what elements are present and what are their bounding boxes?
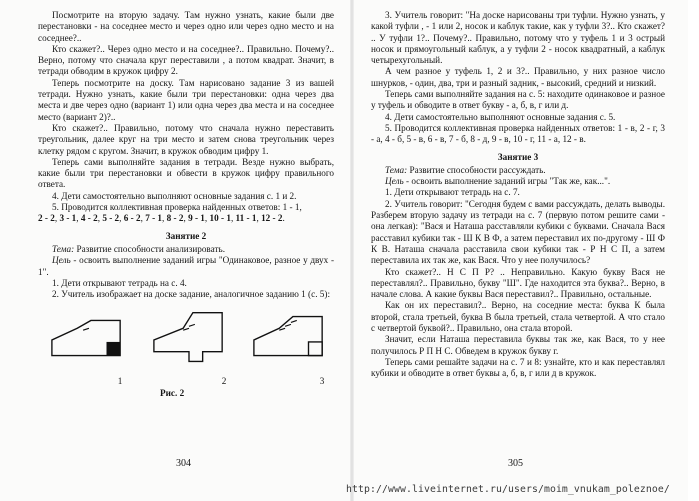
- right-margin-edge: [688, 0, 699, 501]
- shoe-number-2: 2: [221, 376, 227, 387]
- book-gutter: [350, 0, 354, 501]
- right-paragraph-3: Теперь сами выполняйте задания на с. 5: находите одинаковое и разное у туфель и обводите в ответ букву - а, б, в, г или д.: [371, 89, 665, 111]
- shoe-1-illustration: [48, 306, 126, 372]
- left-step-4: 4. Дети самостоятельно выполняют основные задания с. 1 и 2.: [52, 190, 297, 201]
- lesson-3-cel: Цель - освоить выполнение заданий игры "Так же, как...".: [385, 176, 611, 187]
- right-step-5: 5. Проводится коллективная проверка найденных ответов: 1 - в, 2 - г, 3 - а, 4 - б, 5 - в, 6 - в, 7 - б, 8 - д, 9 - в, 10 - г, 11 - а, 12 - в.: [371, 122, 665, 145]
- right-step-4: 4. Дети самостоятельно выполняют основные задания с. 5.: [385, 111, 616, 122]
- footer-url[interactable]: http://www.liveinternet.ru/users/moim_vnukam_poleznoe/: [346, 484, 670, 495]
- shoe-2-illustration: [150, 306, 228, 372]
- left-page-number: 304: [176, 458, 191, 469]
- left-paragraph-5: Теперь сами выполняйте задания в тетради. Везде нужно выбрать, какие были три перестановки и обвести в кружок цифру правильного ответа.: [38, 156, 334, 190]
- lesson-3-paragraph-4: Как он их переставил?.. Верно, на соседние места: буква К была второй, стала третьей, буква В была третьей, стала четвертой. А что стало с четвертой буквой?.. Правильно, она стала второй.: [371, 300, 665, 334]
- lesson-2-step-1: 1. Дети открывают тетрадь на с. 4.: [52, 277, 187, 288]
- right-page-number: 305: [508, 458, 523, 469]
- left-answers-line: 2 - 2, 3 - 1, 4 - 2, 5 - 2, 6 - 2, 7 - 1, 8 - 2, 9 - 1, 10 - 1, 11 - 1, 12 - 2.: [38, 213, 285, 224]
- right-page: [371, 10, 665, 380]
- left-step-5: 5. Проводится коллективная проверка найденных ответов: 1 - 1,: [52, 202, 302, 213]
- lesson-3-step-2: 2. Учитель говорит: "Сегодня будем с вами рассуждать, делать выводы. Разберем вторую задачу из тетради на с. 7 (первую потом решите сами - она легкая): "Вася и Наташа расставляли кубики с буквами. Сначала Вася расставил кубики так - Ш К В Ф, а затем переставил их по-другому - Ш Ф К В. Наташа сначала расставила свои кубики так - Р Н С П, а затем переставила их так же, как Вася. Что у нее получилось?: [371, 198, 665, 266]
- lesson-3-paragraph-5: Значит, если Наташа переставила буквы так же, как Вася, то у нее получилось Р П Н С. Обведем в кружок букву г.: [371, 334, 665, 356]
- lesson-2-step-2: 2. Учитель изображает на доске задание, аналогичное заданию 1 (с. 5):: [52, 289, 330, 300]
- left-paragraph-1: Посмотрите на вторую задачу. Там нужно узнать, какие были две перестановки - на соседнее место и через одно или через одно место и на соседнее?..: [38, 10, 334, 43]
- shoes-figure: [38, 306, 334, 406]
- figure-caption: Рис. 2: [160, 388, 185, 399]
- lesson-3-paragraph-6: Теперь сами решайте задачи на с. 7 и 8: узнайте, кто и как переставлял кубики и обводите в ответ буквы а, б, в, г или д в кружок.: [371, 356, 665, 379]
- left-paragraph-3: Теперь посмотрите на доску. Там нарисовано задание 3 из вашей тетради. Нужно узнать, какие были три перестановки: одна через два места и две через одно (вариант 1) или одна через два места и на соседнее место (вариант 2)?..: [38, 77, 334, 122]
- shoe-3-illustration: [250, 306, 328, 372]
- shoe-number-1: 1: [117, 376, 123, 387]
- lesson-3-tema: Тема: Развитие способности рассуждать.: [385, 164, 546, 175]
- lesson-3-paragraph-3: Кто скажет?.. Н С П Р? .. Неправильно. Какую букву Вася не переставлял?.. Правильно, букву "Ш". Где находится эта буква?.. Верно, в начале слова. А какие буквы Вася переставил?.. Правильно, остальные.: [371, 266, 665, 300]
- lesson-2-cel: Цель - освоить выполнение заданий игры "Одинаковое, разное у двух - 1".: [38, 255, 335, 277]
- right-paragraph-1: 3. Учитель говорит: "На доске нарисованы три туфли. Нужно узнать, у какой туфли , - 1 или 2, носок и каблук такие, как у туфли 3?.. Кто скажет? .. У туфли 1?.. Почему?.. Правильно, потому что у туфель 1 и 3 острый носок и прямоугольный каблук, а у туфли 2 - носок квадратный, а каблук четырехугольный.: [371, 10, 665, 66]
- right-paragraph-2: А чем разное у туфель 1, 2 и 3?.. Правильно, у них разное число шнурков, - один, два, три и разный задник, - высокий, средний и низкий.: [371, 66, 665, 88]
- shoe-number-3: 3: [319, 376, 325, 387]
- lesson-2-title: Занятие 2: [165, 230, 207, 241]
- lesson-3-step-1: 1. Дети открывают тетрадь на с. 7.: [385, 187, 520, 198]
- lesson-2-tema: Тема: Развитие способности анализировать.: [52, 243, 225, 254]
- left-paragraph-4: Кто скажет?.. Правильно, потому что сначала нужно переставить треугольник, далее круг на три место и затем снова треугольник через клетку рядом с кругом. Значит, в кружок обводим цифру 1.: [38, 122, 334, 156]
- left-page: [38, 10, 334, 406]
- left-paragraph-2: Кто скажет?.. Через одно место и на соседнее?.. Правильно. Почему?.. Верно, потому что сначала круг переставили , а потом квадрат. Значит, в тетради обводим в кружок цифру 2.: [38, 43, 334, 77]
- lesson-3-title: Занятие 3: [497, 151, 539, 162]
